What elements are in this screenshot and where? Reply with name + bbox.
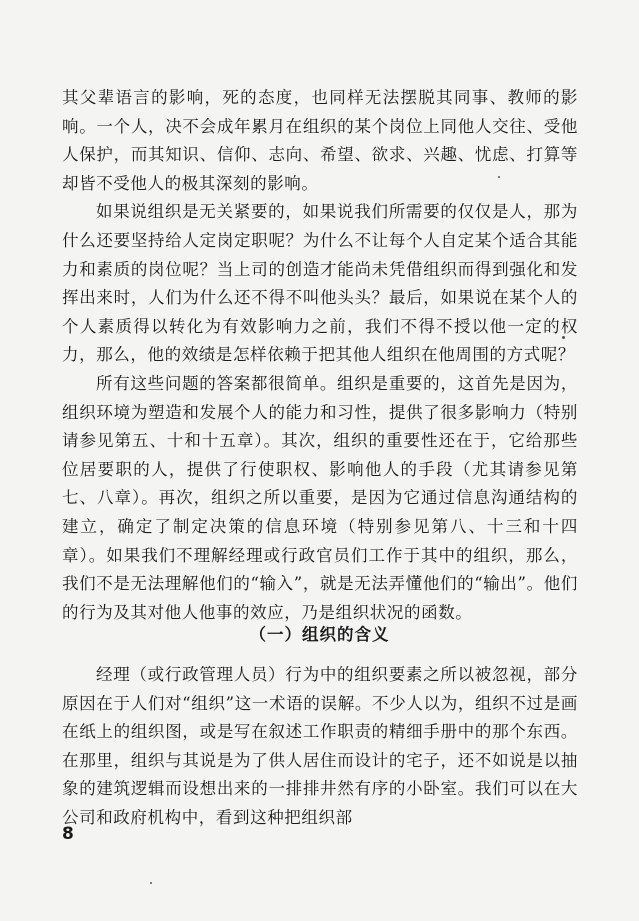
body-text-lower	[62, 661, 578, 833]
scan-speck	[562, 336, 565, 339]
paragraph-organization-meaning: 经理（或行政管理人员）行为中的组织要素之所以被忽视，部分原因在于人们对“组织”这一术语的误解。不少人以为，组织不过是画在纸上的组织图，或是写在叙述工作职责的精细手册中的那个东西。在那里，组织与其说是为了供人居住而设计的宅子，还不如说是以抽象的建筑逻辑而设想出来的一排排井然有序的小卧室。我们可以在大公司和政府机构中，看到这种把组织部	[62, 665, 578, 827]
paragraph-organization-importance: 所有这些问题的答案都很简单。组织是重要的，这首先是因为，组织环境为塑造和发展个人的能力和习性，提供了很多影响力（特别请参见第五、十和十五章）。其次，组织的重要性还在于，它给那些位居要职的人，提供了行使职权、影响他人的手段（尤其请参见第七、八章）。再次，组织之所以重要，是因为它通过信息沟通结构的建立，确定了制定决策的信息环境（特别参见第八、十三和十四章）。如果我们不理解经理或行政官员们工作于其中的组织，那么，我们不是无法理解他们的“输入”，就是无法弄懂他们的“输出”。他们的行为及其对他人他事的效应，乃是组织状况的函数。	[62, 373, 578, 622]
paragraph-organization-questions: 如果说组织是无关紧要的，如果说我们所需要的仅仅是人，那为什么还要坚持给人定岗定职呢？为什么不让每个人自定某个适合其能力和素质的岗位呢？当上司的创造才能尚未凭借组织而得到强化和发挥出来时，人们为什么还不得不叫他头头？最后，如果说在某个人的个人素质得以转化为有效影响力之前，我们不得不授以他一定的权力，那么，他的效绩是怎样依赖于把其他人组织在他周围的方式呢？	[62, 202, 578, 365]
body-text-upper	[62, 84, 578, 627]
paragraph-continued: 其父辈语言的影响，死的态度，也同样无法摆脱其同事、教师的影响。一个人，决不会成年累月在组织的某个岗位上同他人交往、受他人保护，而其知识、信仰、志向、希望、欲求、兴趣、忧虑、打算等却皆不受他人的极其深刻的影响。	[62, 88, 578, 193]
scan-speck	[498, 176, 500, 178]
page-number: 8	[62, 824, 74, 844]
scan-speck	[150, 882, 152, 884]
section-heading: （一）组织的含义	[249, 625, 390, 644]
